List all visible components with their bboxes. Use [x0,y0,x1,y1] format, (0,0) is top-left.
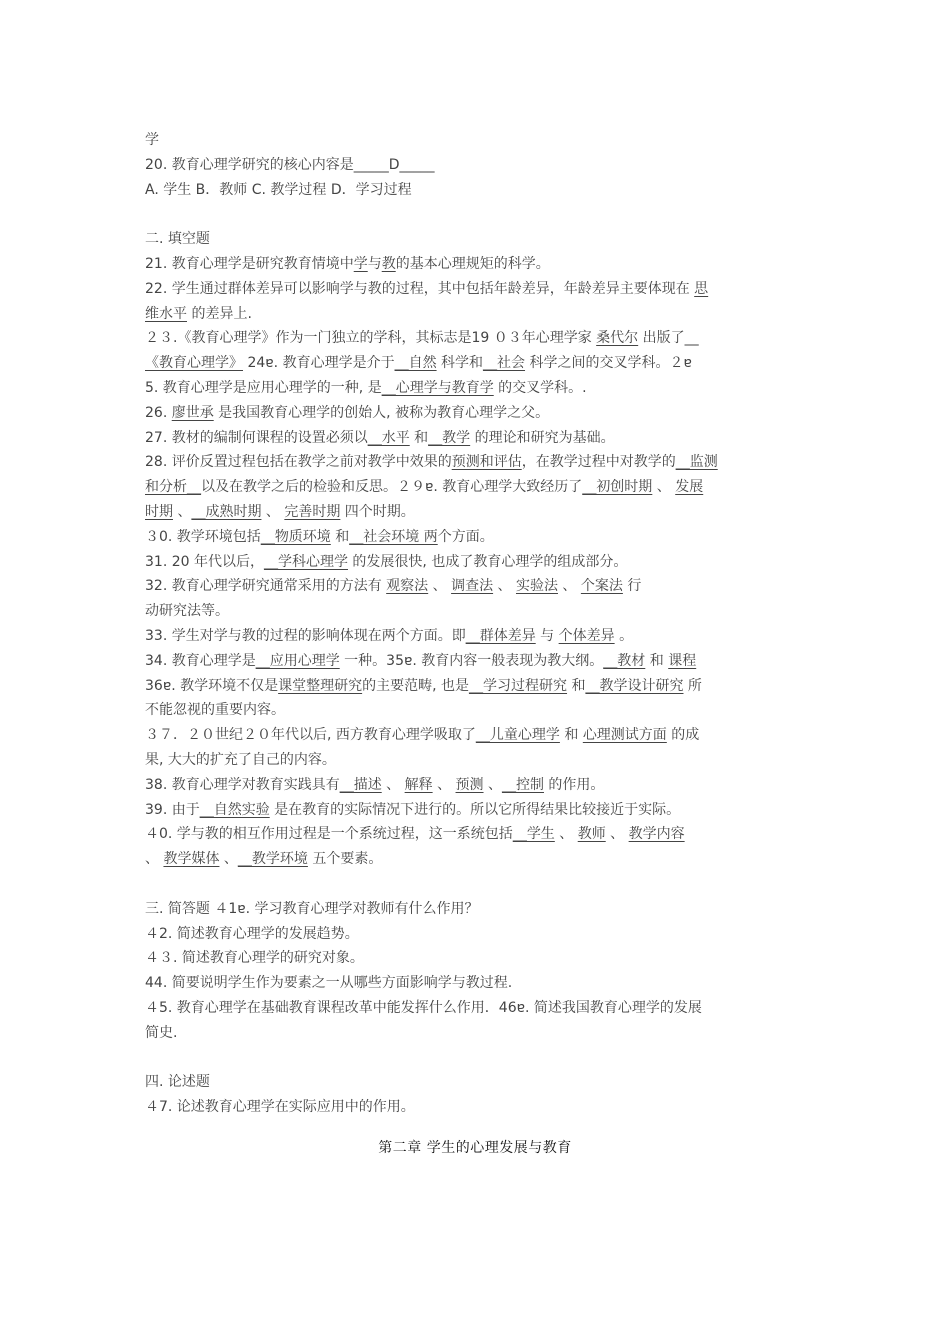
answer-blank: __群体差异 [465,627,536,644]
answer-blank: __心理学与教育学 [381,379,494,396]
text-segment: 、 [261,503,285,520]
answer-blank: 实验法 [515,578,558,595]
text-segment: 所 [683,677,702,694]
text-segment: 出版了 [638,330,685,347]
answer-blank: 学 [353,255,368,272]
answer-blank: 维水平 [145,305,187,322]
text-line [145,847,810,872]
text-segment: 科学之间的交叉学科。２ɐ [525,355,692,372]
text-segment: 科学和 [436,355,484,372]
text-segment: 的差异上. [187,305,252,322]
answer-blank: 时期 [145,503,173,520]
answer-blank: 廖世承 [171,404,214,421]
text-segment: 、 [432,776,456,793]
answer-blank: 预测 [455,776,484,793]
text-segment: 四. 论述题 [145,1074,210,1091]
blank-line [145,1045,810,1070]
text-segment: 、 [605,826,629,843]
text-line [145,922,810,947]
text-segment: 的作用。 [543,776,605,793]
text-segment: 36ɐ. 教学环境不仅是 [145,677,279,694]
answer-blank: __自然 [394,355,437,372]
text-line [145,277,810,302]
answer-blank: __社会环境 两 [349,528,438,545]
answer-blank: 心理测试方面 [582,727,667,744]
answer-blank: 课程 [668,652,697,669]
text-segment: 的成 [666,727,700,744]
text-segment: 、 [554,826,578,843]
answer-blank: 发展 [675,479,704,496]
text-segment: 学 [145,132,159,148]
answer-blank: __控制 [501,776,544,793]
text-segment: 的发展很快, 也成了教育心理学的组成部分。 [347,553,628,570]
chapter-heading: 第二章 学生的心理发展与教育 [378,1140,572,1156]
text-segment: 26. [145,404,172,421]
text-line [145,1095,810,1120]
answer-blank: 和分析__ [145,479,201,496]
text-segment: 28. 评价反置过程包括在教学之前对教学中效果的 [145,454,452,471]
text-segment: 五个要素。 [307,851,383,868]
text-segment: 和 [409,429,429,446]
text-segment: 31. 20 年代以后， [145,553,264,570]
document-body [145,128,810,1120]
answer-blank: __学习过程研究 [469,677,568,694]
answer-blank: __物质环境 [260,528,331,545]
answer-blank: __教学环境 [237,851,308,868]
text-line [145,475,810,500]
text-segment: 与 [535,627,559,644]
text-segment: 的理论和研究为基础。 [470,429,615,446]
text-segment: 33. 学生对学与教的过程的影响体现在两个方面。即 [145,627,466,644]
text-line [145,500,810,525]
text-segment: 21. 教育心理学是研究教育情境中 [145,255,354,272]
text-segment: 和 [559,727,583,744]
text-segment: 、 [219,851,238,868]
text-segment: 和 [645,652,669,669]
text-segment: 44. 简要说明学生作为要素之一从哪些方面影响学与教过程. [145,975,513,992]
text-segment: 是我国教育心理学的创始人, 被称为教育心理学之父。 [213,404,550,421]
answer-blank: __教学设计研究 [585,677,684,694]
text-segment: ４2. 简述教育心理学的发展趋势。 [145,925,359,942]
text-line [145,624,810,649]
text-segment: 、 [557,578,581,595]
text-segment: 以及在教学之后的检验和反思。２９ɐ. 教育心理学大致经历了 [201,479,583,496]
text-line [145,376,810,401]
answer-blank: 教师 [577,826,606,843]
text-line [145,252,810,277]
text-segment: ３0. 教学环境包括 [145,528,261,545]
text-segment: ４5. 教育心理学在基础教育课程改革中能发挥什么作用．46ɐ. 简述我国教育心理学的发展 [145,999,702,1016]
text-line [145,128,810,153]
text-segment: 和 [567,677,586,694]
text-line [145,326,810,351]
text-segment: ４３. 简述教育心理学的研究对象。 [145,950,364,967]
text-line [145,723,810,748]
text-segment: 、 [493,578,516,595]
answer-blank: 教 [381,255,396,272]
answer-blank: 教学内容 [628,826,685,843]
answer-blank: 思 [694,280,709,297]
text-segment: 39. 由于 [145,801,200,818]
answer-blank: __自然实验 [199,801,270,818]
text-line [145,574,810,599]
answer-blank: 教学媒体 [163,851,220,868]
text-segment: __ [684,330,699,347]
answer-blank: __水平 [367,429,410,446]
text-line [145,153,810,178]
text-line [145,302,810,327]
text-segment: 四个时期。 [340,503,415,520]
text-segment: 27. 教材的编制何课程的设置必须以 [145,429,368,446]
text-line [145,1021,810,1046]
text-segment: 、 [428,578,452,595]
answer-blank: __描述 [339,776,382,793]
text-segment: 二. 填空题 [145,231,210,248]
text-segment: ４0. 学与教的相互作用过程是一个系统过程，这一系统包括 [145,826,513,843]
answer-blank: __初创时期 [582,479,653,496]
text-segment: 果, 大大的扩充了自己的内容。 [145,751,336,768]
blank-line [145,872,810,897]
answer-blank: 课堂整理研究 [278,677,363,694]
text-line [145,450,810,475]
text-segment: 的交叉学科。. [493,379,587,396]
answer-blank: 桑代尔 [596,330,639,347]
text-line [145,674,810,699]
text-line [145,946,810,971]
text-line [145,698,810,723]
text-segment: 和 [330,528,350,545]
blank-line [145,202,810,227]
text-segment: 20. 教育心理学研究的核心内容是 [145,156,354,173]
answer-blank: __社会 [483,355,526,372]
answer-blank: 调查法 [451,578,494,595]
text-segment: 与 [367,255,382,272]
text-segment: 、 [483,776,502,793]
text-line [145,426,810,451]
answer-blank: 完善时期 [284,503,341,520]
answer-blank: 个体差异 [558,627,615,644]
text-segment: 简史. [145,1024,178,1041]
answer-blank: 预测和评估 [451,454,522,471]
text-line [145,401,810,426]
text-segment: ，在教学过程中对教学的 [521,454,676,471]
answer-blank: 个案法 [580,578,623,595]
text-segment: ４7. 论述教育心理学在实际应用中的作用。 [145,1099,415,1116]
answer-blank: __儿童心理学 [475,727,560,744]
text-line [145,178,810,203]
text-segment: ２３.《教育心理学》作为一门独立的学科，其标志是19 ０３年心理学家 [145,330,597,347]
text-segment: 的主要范畴, 也是 [362,677,470,694]
text-segment: _____D_____ [353,156,435,173]
answer-blank: __学生 [512,826,555,843]
text-segment: 行 [622,578,642,595]
text-segment: 24ɐ. 教育心理学是介于 [243,355,395,372]
text-segment: 一种。35ɐ. 教育内容一般表现为教大纲。 [339,652,604,669]
text-line [145,1070,810,1095]
text-line [145,748,810,773]
text-line [145,351,810,376]
answer-blank: __监测 [675,454,718,471]
text-line [145,773,810,798]
text-segment: 32. 教育心理学研究通常采用的方法有 [145,578,387,595]
text-line [145,996,810,1021]
answer-blank: __教材 [603,652,646,669]
answer-blank: __应用心理学 [255,652,340,669]
text-segment: 是在教育的实际情况下进行的。所以它所得结果比较接近于实际。 [269,801,681,818]
text-segment: 34. 教育心理学是 [145,652,256,669]
text-line [145,798,810,823]
text-segment: 、 [173,503,192,520]
text-segment: 的基本心理规矩的科学。 [395,255,550,272]
text-segment: 、 [381,776,405,793]
text-line [145,599,810,624]
text-line [145,525,810,550]
answer-blank: __学科心理学 [263,553,348,570]
text-line [145,897,810,922]
text-segment: 、 [652,479,676,496]
text-line [145,550,810,575]
text-segment: 38. 教育心理学对教育实践具有 [145,776,340,793]
text-segment: 。 [614,627,634,644]
text-segment: 5. 教育心理学是应用心理学的一种, 是 [145,379,382,396]
text-line [145,649,810,674]
text-segment: A. 学生 B．教师 C. 教学过程 D．学习过程 [145,181,412,198]
answer-blank: 《教育心理学》 [145,355,243,372]
answer-blank: 观察法 [386,578,429,595]
text-line [145,971,810,996]
text-segment: 个方面。 [437,528,494,545]
answer-blank: 解释 [404,776,433,793]
text-segment: 三. 简答题 ４1ɐ. 学习教育心理学对教师有什么作用？ [145,900,479,917]
text-segment: 不能忽视的重要内容。 [145,702,285,719]
answer-blank: __成熟时期 [191,503,262,520]
answer-blank: __教学 [428,429,471,446]
text-segment: 动研究法等。 [145,603,229,620]
text-line [145,227,810,252]
text-segment: 22. 学生通过群体差异可以影响学与教的过程，其中包括年龄差异，年龄差异主要体现在 [145,280,695,297]
text-line [145,822,810,847]
text-segment: 、 [145,851,164,868]
text-segment: ３７．２０世纪２０年代以后, 西方教育心理学吸取了 [145,727,476,744]
